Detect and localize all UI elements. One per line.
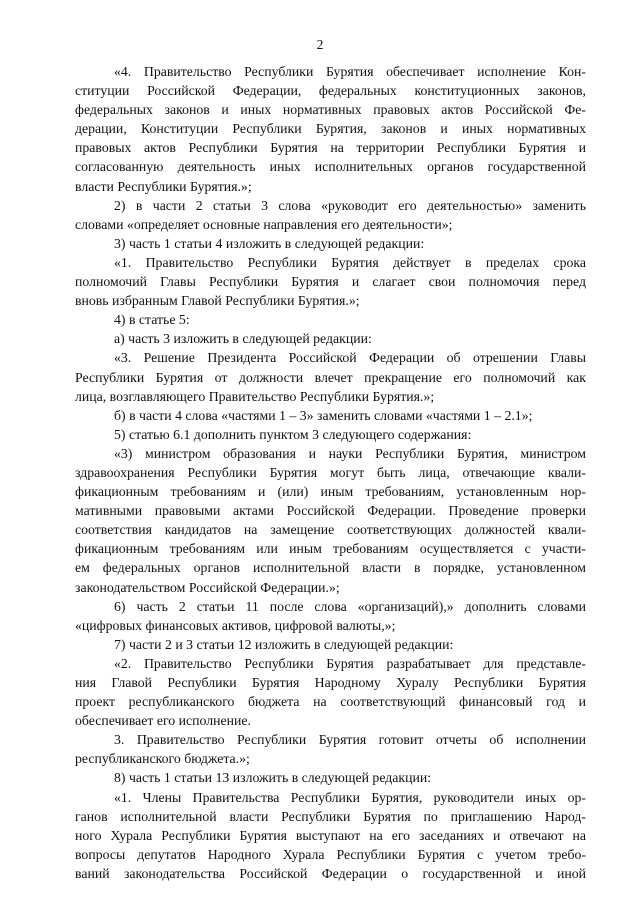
text-line: вопросы депутатов Народного Хурала Республики Бурятия с учетом требо- bbox=[75, 846, 586, 862]
text-line: 3. Правительство Республики Бурятия готовит отчеты об исполнении bbox=[114, 732, 586, 748]
text-line: правовых актов Республики Бурятия на территории Республики Бурятия и bbox=[75, 140, 586, 156]
text-line: 3) часть 1 статьи 4 изложить в следующей редакции: bbox=[114, 235, 425, 251]
text-line: «1. Члены Правительства Республики Бурятия, руководители иных ор- bbox=[114, 789, 586, 805]
text-line: словами «определяет основные направления его деятельности»; bbox=[75, 216, 453, 232]
text-line: 5) статью 6.1 дополнить пунктом 3 следующего содержания: bbox=[114, 426, 472, 442]
text-line: федеральных законов и иных нормативных правовых актов Российской Фе- bbox=[75, 102, 586, 118]
document-body bbox=[75, 62, 586, 883]
text-line: ваний законодательства Российской Федерации о государственной и иной bbox=[75, 865, 586, 881]
text-line: 2) в части 2 статьи 3 слова «руководит его деятельностью» заменить bbox=[114, 197, 586, 213]
text-line: дерации, Конституции Республики Бурятия, законов и иных нормативных bbox=[75, 121, 586, 137]
text-line: 8) часть 1 статьи 13 изложить в следующей редакции: bbox=[114, 770, 432, 786]
text-line: а) часть 3 изложить в следующей редакции: bbox=[114, 331, 372, 347]
text-line: «1. Правительство Республики Бурятия действует в пределах срока bbox=[114, 254, 586, 270]
text-line: «цифровых финансовых активов, цифровой валюты,»; bbox=[75, 617, 396, 633]
text-line: «3) министром образования и науки Республики Бурятия, министром bbox=[114, 445, 586, 461]
page-number: 2 bbox=[316, 37, 324, 52]
text-line: соответствия кандидатов на замещение соответствующих должностей квали- bbox=[75, 522, 586, 538]
text-line: «4. Правительство Республики Бурятия обеспечивает исполнение Кон- bbox=[114, 64, 586, 79]
text-line: власти Республики Бурятия.»; bbox=[75, 178, 252, 194]
text-line: Республики Бурятия от должности влечет прекращение его полномочий как bbox=[75, 369, 586, 385]
text-line: вновь избранным Главой Республики Бурятия.»; bbox=[75, 293, 360, 309]
text-line: 7) части 2 и 3 статьи 12 изложить в следующей редакции: bbox=[114, 636, 454, 652]
text-line: ституции Российской Федерации, федеральных конституционных законов, bbox=[75, 83, 586, 99]
text-line: фикационным требованиям или иным требованиям осуществляется с участи- bbox=[75, 541, 586, 557]
text-line: мативными правовыми актами Российской Федерации. Проведение проверки bbox=[75, 503, 586, 519]
text-line: «3. Решение Президента Российской Федерации об отрешении Главы bbox=[114, 350, 586, 366]
text-line: обеспечивает его исполнение. bbox=[75, 713, 251, 729]
text-line: б) в части 4 слова «частями 1 – 3» заменить словами «частями 1 – 2.1»; bbox=[114, 407, 533, 423]
text-line: 6) часть 2 статьи 11 после слова «организаций),» дополнить словами bbox=[114, 598, 586, 614]
text-line: лица, возглавляющего Правительство Республики Бурятия.»; bbox=[75, 388, 435, 404]
text-line: республиканского бюджета.»; bbox=[75, 751, 250, 767]
text-line: «2. Правительство Республики Бурятия разрабатывает для представле- bbox=[114, 655, 586, 671]
text-line: ганов исполнительной власти Республики Бурятия по приглашению Народ- bbox=[75, 808, 586, 824]
text-line: проект республиканского бюджета на соответствующий финансовый год и bbox=[75, 694, 586, 710]
text-line: фикационным требованиям и (или) иным требованиям, установленным нор- bbox=[75, 484, 586, 500]
text-line: ного Хурала Республики Бурятия выступают на его заседаниях и отвечают на bbox=[75, 827, 586, 843]
text-line: законодательством Российской Федерации.»; bbox=[75, 579, 340, 595]
text-line: 4) в статье 5: bbox=[114, 312, 190, 328]
text-line: здравоохранения Республики Бурятия могут быть лица, отвечающие квали- bbox=[75, 464, 586, 480]
text-line: полномочий Главы Республики Бурятия и слагает свои полномочия перед bbox=[75, 274, 586, 290]
text-line: согласованную деятельность иных исполнительных органов государственной bbox=[75, 159, 586, 175]
text-line: ния Главой Республики Бурятия Народному Хуралу Республики Бурятия bbox=[75, 675, 586, 690]
text-line: ем федеральных органов исполнительной власти в порядке, установленном bbox=[75, 560, 586, 576]
